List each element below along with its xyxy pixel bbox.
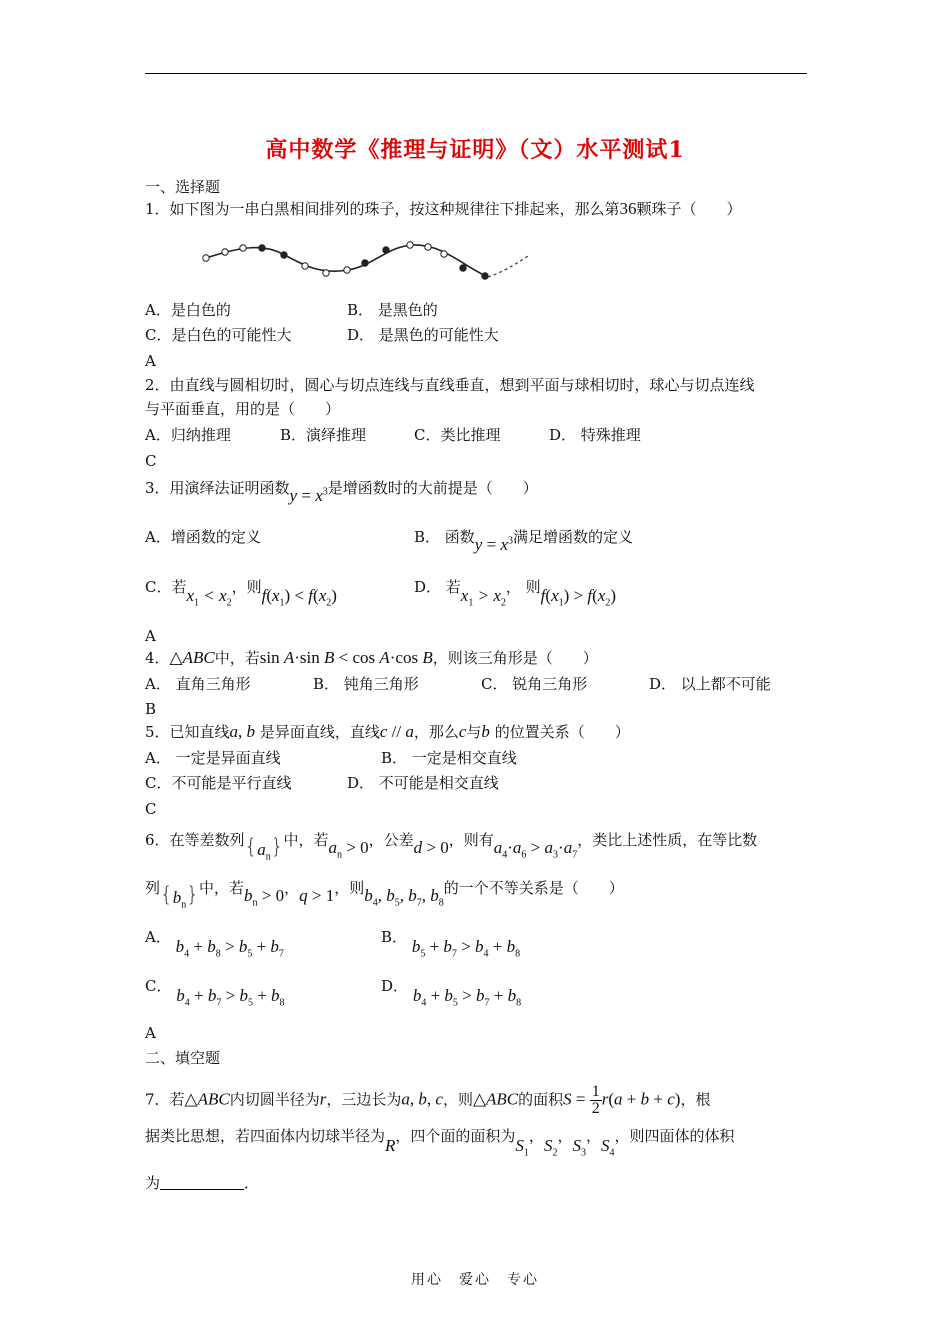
- q3-option-b: B． 函数$y = x^3$满足增函数的定义: [414, 528, 633, 554]
- question-1: 1．如下图为一串白黑相间排列的珠子，按这种规律往下排起来，那么第36颗珠子（ ）: [145, 199, 742, 218]
- q1-option-b: B． 是黑色的: [347, 301, 438, 319]
- section-heading-fill: 二、填空题: [145, 1049, 221, 1067]
- q6-option-a: A． $b_4 + b_8 > b_5 + b_7$: [145, 928, 284, 960]
- q1-option-d: D． 是黑色的可能性大: [347, 326, 499, 344]
- q5-option-c: C．不可能是平行直线: [145, 774, 292, 792]
- q6-option-d: D． $b_4 + b_5 > b_7 + b_8$: [381, 977, 522, 1009]
- q5-option-a: A． 一定是异面直线: [145, 749, 281, 767]
- q2-option-d: D． 特殊推理: [549, 426, 641, 444]
- question-5: 5．已知直线a, b 是异面直线，直线c // a，那么c与b 的位置关系（ ）: [145, 722, 630, 741]
- page-footer: 用心 爱心 专心: [411, 1272, 539, 1288]
- q2-option-c: C．类比推理: [414, 426, 501, 444]
- q5-option-b: B． 一定是相交直线: [381, 749, 517, 767]
- q4-option-d: D． 以上都不可能: [649, 675, 771, 693]
- question-6-line-1: 6．在等差数列$\{a_n\}$中，若$a_n > 0$，公差d > 0，则有$a_4\cdot a_6 > a_3\cdot a_7$，类比上述性质，在等比数: [145, 831, 758, 863]
- question-4: 4．△ABC中，若sin A·sin B < cos A·cos B，则该三角形是（ ）: [145, 648, 598, 667]
- q4-option-b: B． 钝角三角形: [313, 675, 419, 693]
- answer-blank[interactable]: [160, 1175, 244, 1190]
- q2-option-a: A．归纳推理: [145, 426, 231, 444]
- q1-answer: A: [145, 352, 156, 370]
- q5-option-d: D． 不可能是相交直线: [347, 774, 499, 792]
- page-title: 高中数学《推理与证明》（文）水平测试1: [265, 137, 685, 163]
- q4-answer: B: [145, 700, 157, 718]
- q6-option-b: B． $b_5 + b_7 > b_4 + b_8$: [381, 928, 521, 960]
- q2-option-b: B．演绎推理: [280, 426, 367, 444]
- q1-option-a: A．是白色的: [145, 301, 231, 319]
- q3-option-c: C．若$x_1 < x_2$，则$f(x_1) < f(x_2)$: [145, 578, 337, 609]
- section-heading-choice: 一、选择题: [145, 178, 221, 196]
- header-rule: [145, 73, 807, 74]
- q2-answer: C: [145, 452, 157, 470]
- q4-option-c: C． 锐角三角形: [481, 675, 588, 693]
- question-2-line-1: 2．由直线与圆相切时，圆心与切点连线与直线垂直，想到平面与球相切时，球心与切点连线: [145, 376, 755, 394]
- q3-option-a: A．增函数的定义: [145, 528, 261, 546]
- question-6-line-2: 列$\{b_n\}$中，若$b_n > 0$，q > 1，则$b_4$, $b_5$, $b_7$, $b_8$的一个不等关系是（ ）: [145, 879, 624, 911]
- question-7-line-1: 7．若△ABC内切圆半径为r，三边长为a, b, c，则△ABC的面积S = $\frac{1}{2}$ r(a + b + c)，根: [145, 1083, 711, 1117]
- q3-option-d: D． 若$x_1 > x_2$， 则$f(x_1) > f(x_2)$: [414, 578, 616, 609]
- question-7-line-3: 为 ．: [145, 1174, 260, 1192]
- q6-option-c: C． $b_4 + b_7 > b_5 + b_8$: [145, 977, 285, 1009]
- q1-option-c: C．是白色的可能性大: [145, 326, 292, 344]
- q6-answer: A: [145, 1024, 156, 1042]
- question-7-line-2: 据类比思想，若四面体内切球半径为R，四个面的面积为$S_1$，$S_2$，$S_3$，$S_4$，则四面体的体积: [145, 1127, 735, 1159]
- question-2-line-2: 与平面垂直，用的是（ ）: [145, 400, 341, 418]
- bead-string-figure: [198, 236, 530, 286]
- q4-option-a: A． 直角三角形: [145, 675, 251, 693]
- q3-answer: A: [145, 627, 156, 645]
- q5-answer: C: [145, 800, 157, 818]
- question-3: 3．用演绎法证明函数$y = x^3$是增函数时的大前提是（ ）: [145, 479, 538, 505]
